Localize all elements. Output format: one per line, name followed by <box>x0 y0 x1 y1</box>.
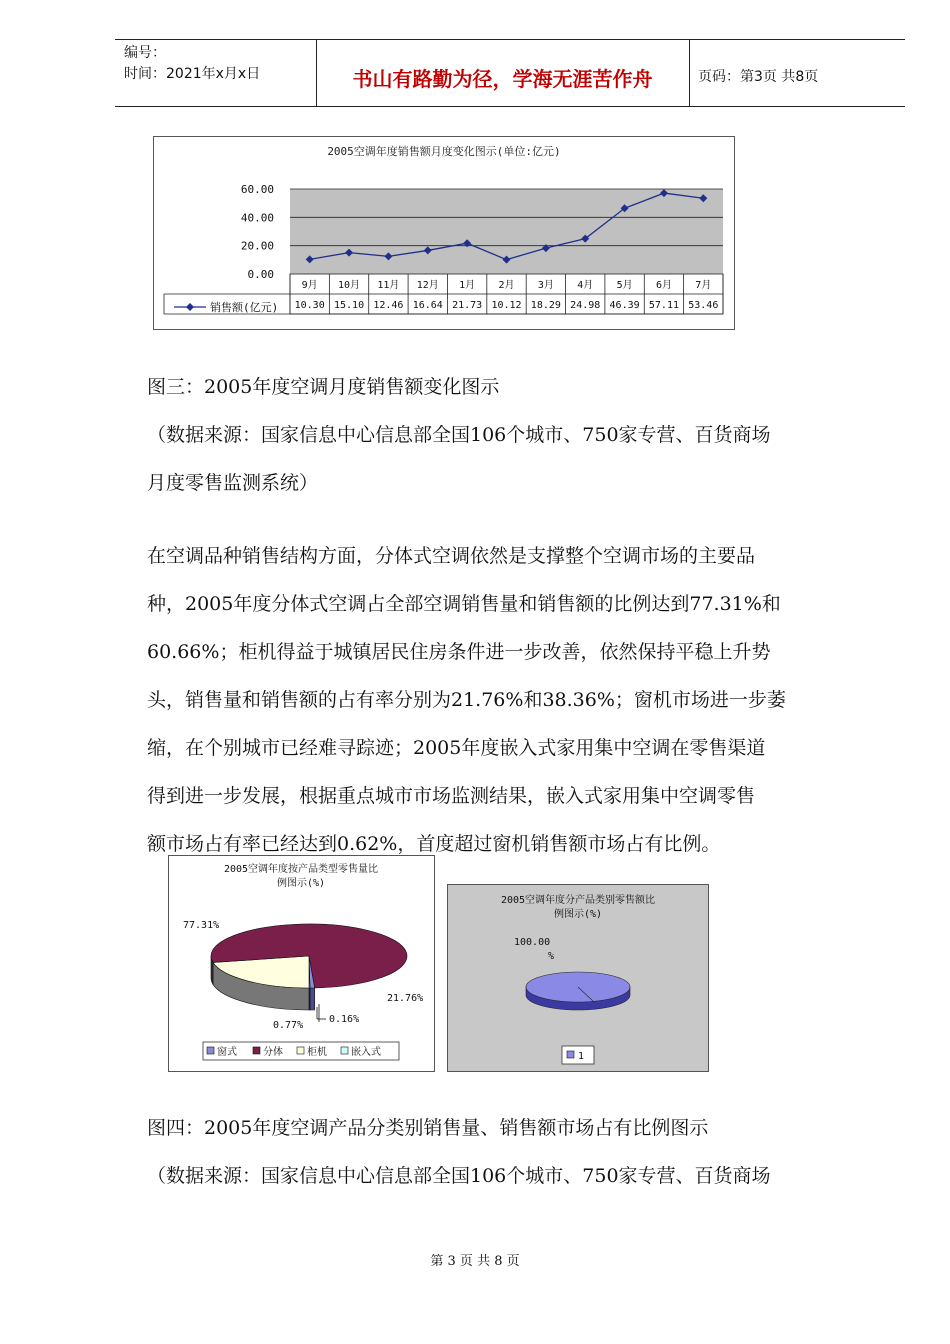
x-category-label: 7月 <box>695 280 712 291</box>
body-paragraph <box>147 532 882 868</box>
pie1-legend-swatch-cabinet <box>297 1047 304 1054</box>
body-line: 在空调品种销售结构方面，分体式空调依然是支撑整个空调市场的主要品 <box>147 545 756 567</box>
pie1-label-split: 77.31% <box>183 920 220 931</box>
volume-share-pie-chart <box>168 855 435 1072</box>
data-value-label: 46.39 <box>609 300 640 311</box>
pie1-legend-swatch-window <box>207 1047 214 1054</box>
line-chart-legend <box>174 300 278 314</box>
pie1-legend-window: 窗式 <box>217 1047 237 1058</box>
x-category-label: 10月 <box>338 280 361 291</box>
pie2-legend-swatch <box>567 1051 574 1058</box>
data-value-label: 16.64 <box>412 300 443 311</box>
body-line: 得到进一步发展，根据重点城市市场监测结果，嵌入式家用集中空调零售 <box>147 785 756 807</box>
body-line: 60.66%；柜机得益于城镇居民住房条件进一步改善，依然保持平稳上升势 <box>147 641 771 663</box>
data-value-label: 10.30 <box>294 300 325 311</box>
line-chart-title: 2005空调年度销售额月度变化图示(单位:亿元) <box>327 145 561 158</box>
figure3-source-line1: （数据来源：国家信息中心信息部全国106个城市、750家专营、百货商场 <box>147 424 771 446</box>
body-line: 缩，在个别城市已经难寻踪迹；2005年度嵌入式家用集中空调在零售渠道 <box>147 737 766 759</box>
body-line: 种，2005年度分体式空调占全部空调销售量和销售额的比例达到77.31%和 <box>147 593 781 615</box>
x-category-label: 9月 <box>301 280 318 291</box>
x-category-label: 3月 <box>537 280 554 291</box>
figure4-title: 图四：2005年度空调产品分类别销售量、销售额市场占有比例图示 <box>147 1117 709 1139</box>
figure4-source-line1: （数据来源：国家信息中心信息部全国106个城市、750家专营、百货商场 <box>147 1165 771 1187</box>
x-category-label: 2月 <box>498 280 515 291</box>
y-tick-label: 40.00 <box>240 211 274 225</box>
header-divider-right <box>689 39 690 107</box>
y-tick-label: 60.00 <box>240 183 274 196</box>
x-category-label: 11月 <box>377 280 400 291</box>
x-category-label: 6月 <box>655 280 672 291</box>
y-tick-label: 20.00 <box>240 239 274 253</box>
volume-share-pie-svg <box>169 856 434 1071</box>
pie1-title-line1: 2005空调年度按产品类型零售量比 <box>223 864 379 875</box>
pie2-title-line1: 2005空调年度分产品类别零售额比 <box>500 895 656 906</box>
value-share-pie-chart <box>447 884 709 1072</box>
y-tick-label: 0.00 <box>247 268 274 281</box>
pie1-title-line2: 例图示(%) <box>276 878 326 889</box>
body-line: 头，销售量和销售额的占有率分别为21.76%和38.36%；窗机市场进一步萎 <box>147 689 786 711</box>
monthly-sales-chart <box>153 136 735 330</box>
pie1-legend-cabinet: 柜机 <box>307 1047 327 1058</box>
data-value-label: 21.73 <box>452 300 483 311</box>
x-category-label: 1月 <box>459 280 476 291</box>
figure3-caption <box>147 363 882 507</box>
data-value-label: 15.10 <box>333 300 365 311</box>
pie1-legend-split: 分体 <box>263 1047 283 1058</box>
header-number: 编号： <box>124 45 166 61</box>
x-category-label: 12月 <box>416 280 439 291</box>
data-value-label: 24.98 <box>570 300 601 311</box>
legend-diamond-marker <box>186 303 194 311</box>
body-line: 额市场占有率已经达到0.62%，首度超过窗机销售额市场占有比例。 <box>147 833 721 855</box>
pie2-label-percent: % <box>548 951 555 962</box>
figure4-caption <box>147 1104 882 1200</box>
pie1-slices <box>211 924 407 1010</box>
pie2-legend-label: 1 <box>578 1051 585 1062</box>
figure3-title: 图三：2005年度空调月度销售额变化图示 <box>147 376 500 398</box>
pie1-label-embedded: 0.16% <box>329 1014 360 1025</box>
page-footer: 第 3 页 共 8 页 <box>430 1254 520 1269</box>
pie1-legend-swatch-split <box>253 1047 260 1054</box>
pie2-legend <box>562 1046 594 1064</box>
x-category-label: 4月 <box>577 280 594 291</box>
line-chart-y-ticks <box>241 183 274 281</box>
pie2-label-value: 100.00 <box>514 937 551 948</box>
data-value-label: 12.46 <box>373 300 404 311</box>
pie1-label-window: 0.77% <box>273 1020 304 1031</box>
pie2-slice <box>526 972 630 1010</box>
pie2-title-line2: 例图示(%) <box>553 909 603 920</box>
header-top-rule <box>115 39 905 40</box>
header-page-info: 页码：第3页 共8页 <box>698 69 819 85</box>
figure3-source-line2: 月度零售监测系统） <box>147 472 319 494</box>
pie1-legend-swatch-embedded <box>341 1047 348 1054</box>
data-value-label: 10.12 <box>491 300 522 311</box>
header-bottom-rule <box>115 106 905 107</box>
data-value-label: 53.46 <box>688 300 719 311</box>
header-date: 时间：2021年x月x日 <box>124 66 261 82</box>
x-category-label: 5月 <box>616 280 633 291</box>
monthly-sales-svg <box>154 137 734 329</box>
legend-label: 销售额(亿元) <box>210 301 279 314</box>
pie1-slice-side <box>310 988 315 1010</box>
value-share-pie-svg <box>448 885 708 1071</box>
pie1-legend <box>203 1042 399 1060</box>
header-motto: 书山有路勤为径，学海无涯苦作舟 <box>352 67 653 91</box>
pie1-label-cabinet: 21.76% <box>387 993 424 1004</box>
data-value-label: 18.29 <box>530 300 561 311</box>
data-value-label: 57.11 <box>648 300 680 311</box>
pie1-legend-embedded: 嵌入式 <box>351 1047 381 1058</box>
